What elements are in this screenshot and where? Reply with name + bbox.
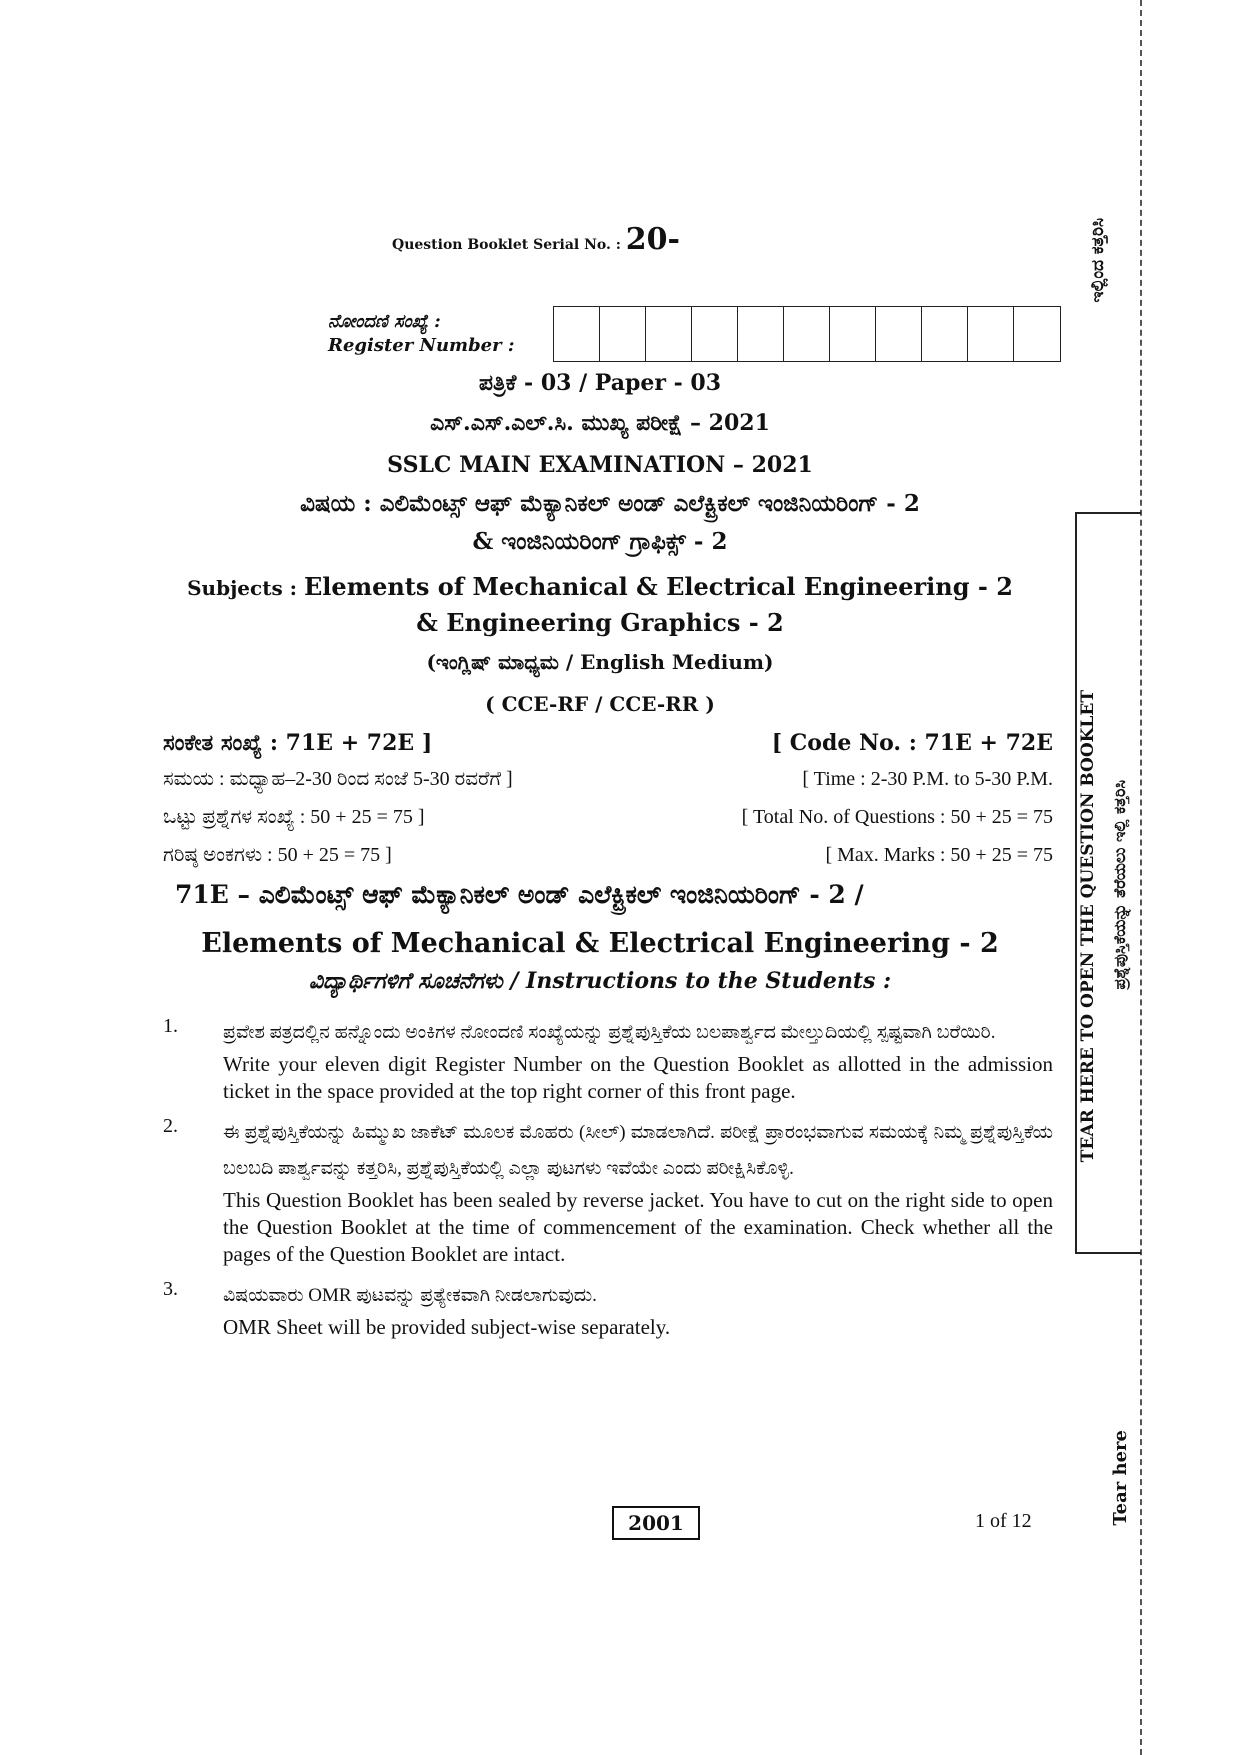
tear-here-text: TEAR HERE TO OPEN THE QUESTION BOOKLET: [1078, 690, 1098, 1163]
page-number: 1 of 12: [975, 1510, 1032, 1532]
register-label-en: Register Number :: [328, 335, 515, 356]
marks-row: [163, 844, 1053, 867]
subject-label: Subjects :: [187, 576, 305, 600]
serial-value: 20-: [625, 222, 680, 257]
scheme: ( CCE-RF / CCE-RR ): [485, 692, 715, 716]
code-row: [163, 730, 1053, 756]
section-title-en: Elements of Mechanical & Electrical Engineering - 2: [201, 928, 999, 959]
questions-en: [ Total No. of Questions : 50 + 25 = 75: [741, 806, 1053, 828]
questions-kn: ಒಟ್ಟು ಪ್ರಶ್ನೆಗಳ ಸಂಖ್ಯೆ : 50 + 25 = 75 ]: [163, 806, 425, 828]
register-digit-box[interactable]: [554, 307, 600, 361]
medium: (ಇಂಗ್ಲಿಷ್ ಮಾಧ್ಯಮ / English Medium): [426, 650, 774, 674]
instruction-kn: ವಿಷಯವಾರು OMR ಪುಟವನ್ನು ಪ್ರತ್ಯೇಕವಾಗಿ ನೀಡಲಾಗುವುದು.: [223, 1285, 597, 1306]
time-row: [163, 768, 1053, 791]
section-title-kn: 71E – ಎಲಿಮೆಂಟ್ಸ್ ಆಫ್ ಮೆಕ್ಯಾನಿಕಲ್ ಅಂಡ್ ಎಲೆಕ್ಟ್ರಿಕಲ್ ಇಂಜಿನಿಯರಿಂಗ್ - 2 /: [175, 880, 864, 909]
marks-kn: ಗರಿಷ್ಠ ಅಂಕಗಳು : 50 + 25 = 75 ]: [163, 844, 392, 866]
register-digit-box[interactable]: [968, 307, 1014, 361]
paper-number: ಪತ್ರಿಕೆ - 03 / Paper - 03: [478, 370, 722, 396]
register-digit-box[interactable]: [784, 307, 830, 361]
cut-here-kn: ಇಲ್ಲಿಂದ ಕತ್ತರಿಸಿ: [1088, 218, 1108, 303]
instruction-item: [163, 1115, 1053, 1268]
instruction-item: [163, 1015, 1053, 1105]
instruction-en: Write your eleven digit Register Number on the Question Booklet as allotted in the admission ticket in the space provided at the top right corner of this front page.: [223, 1052, 1053, 1103]
register-digit-box[interactable]: [830, 307, 876, 361]
time-kn: ಸಮಯ : ಮಧ್ಯಾಹ–2-30 ರಿಂದ ಸಂಜೆ 5-30 ರವರೆಗೆ ]: [163, 768, 513, 790]
code-en: [ Code No. : 71E + 72E: [771, 730, 1053, 756]
register-number-label: [328, 310, 515, 358]
instruction-en: OMR Sheet will be provided subject-wise separately.: [223, 1315, 671, 1339]
instruction-number: 2.: [163, 1115, 178, 1137]
code-kn: ಸಂಕೇತ ಸಂಖ್ಯೆ : 71E + 72E ]: [163, 730, 433, 756]
register-digit-box[interactable]: [876, 307, 922, 361]
questions-row: [163, 806, 1053, 829]
booklet-code: 2001: [612, 1506, 700, 1540]
instructions-list: [163, 1015, 1053, 1351]
tear-here-label: Tear here: [1110, 1430, 1131, 1526]
instruction-number: 1.: [163, 1015, 178, 1037]
register-digit-box[interactable]: [646, 307, 692, 361]
subject-kn-line-2: & ಇಂಜಿನಿಯರಿಂಗ್ ಗ್ರಾಫಿಕ್ಸ್ - 2: [472, 528, 728, 555]
register-label-kn: ನೋಂದಣಿ ಸಂಖ್ಯೆ :: [328, 311, 441, 332]
subject-en-text: Elements of Mechanical & Electrical Engineering - 2: [304, 572, 1013, 601]
time-en: [ Time : 2-30 P.M. to 5-30 P.M.: [802, 768, 1053, 790]
register-digit-box[interactable]: [922, 307, 968, 361]
marks-en: [ Max. Marks : 50 + 25 = 75: [825, 844, 1053, 866]
instruction-kn: ಪ್ರವೇಶ ಪತ್ರದಲ್ಲಿನ ಹನ್ನೊಂದು ಅಂಕಿಗಳ ನೋಂದಣಿ ಸಂಖ್ಯೆಯನ್ನು ಪ್ರಶ್ನೆಪುಸ್ತಿಕೆಯ ಬಲಪಾರ್ಶ್ವದ ಮೇಲ್ತುದಿಯಲ್ಲಿ ಸ್ಪಷ್ಟವಾಗಿ ಬರೆಯಿರಿ.: [223, 1022, 996, 1043]
register-number-boxes[interactable]: [553, 306, 1061, 362]
subject-en-line-1: [150, 572, 1050, 601]
instruction-item: [163, 1278, 1053, 1341]
register-digit-box[interactable]: [1014, 307, 1060, 361]
subject-kn-line-1: ವಿಷಯ : ಎಲಿಮೆಂಟ್ಸ್ ಆಫ್ ಮೆಕ್ಯಾನಿಕಲ್ ಅಂಡ್ ಎಲೆಕ್ಟ್ರಿಕಲ್ ಇಂಜಿನಿಯರಿಂಗ್ - 2: [300, 490, 920, 517]
register-digit-box[interactable]: [738, 307, 784, 361]
tear-here-kn: ಪ್ರಶ್ನೆಪುಸ್ತಿಕೆಯನ್ನು ತೆರೆಯಲು ಇಲ್ಲಿ ಕತ್ತರಿಸಿ: [1110, 780, 1129, 990]
register-digit-box[interactable]: [600, 307, 646, 361]
serial-label: Question Booklet Serial No. :: [392, 237, 626, 253]
exam-title-kn: ಎಸ್.ಎಸ್.ಎಲ್.ಸಿ. ಮುಖ್ಯ ಪರೀಕ್ಷೆ – 2021: [430, 410, 770, 436]
instructions-title: ವಿದ್ಯಾರ್ಥಿಗಳಿಗೆ ಸೂಚನೆಗಳು / Instructions to the Students :: [308, 968, 892, 994]
serial-number: [392, 222, 680, 257]
instruction-number: 3.: [163, 1278, 178, 1300]
instruction-kn: ಈ ಪ್ರಶ್ನೆಪುಸ್ತಿಕೆಯನ್ನು ಹಿಮ್ಮುಖ ಜಾಕೆಟ್ ಮೂಲಕ ಮೊಹರು (ಸೀಲ್) ಮಾಡಲಾಗಿದೆ. ಪರೀಕ್ಷೆ ಪ್ರಾರಂಭವಾಗುವ ಸಮಯಕ್ಕೆ ನಿಮ್ಮ ಪ್ರಶ್ನೆಪುಸ್ತಿಕೆಯ ಬಲಬದಿ ಪಾರ್ಶ್ವವನ್ನು ಕತ್ತರಿಸಿ, ಪ್ರಶ್ನೆಪುಸ್ತಿಕೆಯಲ್ಲಿ ಎಲ್ಲಾ ಪುಟಗಳು ಇವೆಯೇ ಎಂದು ಪರೀಕ್ಷಿಸಿಕೊಳ್ಳಿ.: [223, 1122, 1053, 1179]
subject-en-line-2: & Engineering Graphics - 2: [416, 608, 784, 637]
exam-title-en: SSLC MAIN EXAMINATION – 2021: [387, 452, 813, 478]
instruction-en: This Question Booklet has been sealed by reverse jacket. You have to cut on the right side to open the Question Booklet at the time of commencement of the examination. Check whether all the pages of the Question Booklet are intact.: [223, 1188, 1053, 1266]
register-digit-box[interactable]: [692, 307, 738, 361]
